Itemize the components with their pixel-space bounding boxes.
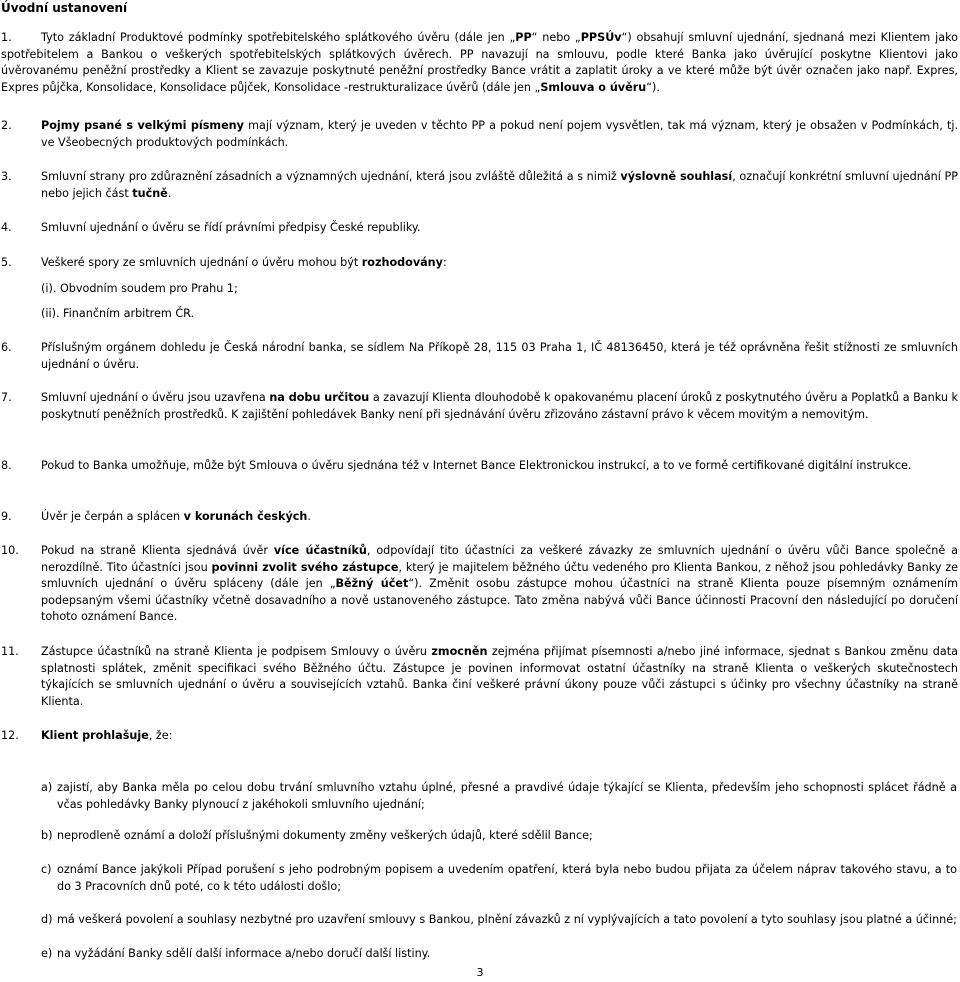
text-run: : — [442, 256, 447, 269]
clause-text — [41, 255, 958, 272]
text-run: , odpovídají tito účastníci za veškeré závazky ze smluvních ujednání o úvěru vůči Bance společně a nerozdílně. Tito účastníci jsou — [41, 544, 958, 574]
clause-text — [41, 220, 958, 237]
clause-text — [41, 169, 958, 202]
bold-text: v korunách českých — [183, 510, 308, 523]
text-run: Úvěr je čerpán a splácen — [41, 510, 184, 523]
clause-12 — [1, 728, 958, 745]
clause-2 — [1, 118, 958, 151]
clause-9 — [1, 509, 958, 526]
declaration-item — [41, 862, 957, 895]
text-run: , označují konkrétní smluvní ujednání PP nebo jejich část — [41, 170, 958, 200]
declaration-item — [41, 912, 957, 929]
bold-text: výslovně souhlasí — [620, 170, 733, 183]
declaration-label: d) — [41, 913, 53, 926]
text-run: Tyto základní Produktové podmínky spotřebitelského splátkového úvěru (dále jen „ — [41, 31, 516, 44]
text-run: Veškeré spory ze smluvních ujednání o úvěru mohou být — [41, 256, 362, 269]
clause-6 — [1, 340, 958, 373]
clause-number: 4. — [1, 221, 12, 234]
clause-7 — [1, 390, 958, 423]
text-run: . — [167, 186, 172, 200]
declaration-text: zajistí, aby Banka měla po celou dobu trvání smluvního vztahu úplné, přesné a pravdivé údaje týkající se Klienta, především jeho schopnosti splácet řádně a včas pohledávky Banky plynoucí z jakéhokoli smluvního ujednání; — [57, 781, 957, 811]
page-number: 3 — [476, 966, 484, 979]
bold-text: PPSÚv — [580, 31, 622, 44]
text-run: . — [307, 510, 311, 523]
clause-option: (ii). Finančním arbitrem ČR. — [41, 307, 195, 320]
bold-text: Běžný účet — [335, 577, 409, 590]
clause-5 — [1, 255, 958, 272]
bold-text: zmocněn — [431, 645, 488, 658]
text-run: Smluvní strany pro zdůraznění zásadních a významných ujednání, která jsou zvláště důležitá a s nimiž — [41, 170, 621, 183]
text-run: mají význam, který je uveden v těchto PP a pokud není pojem vysvětlen, tak má význam, který je obsažen v Podmínkách, tj. ve Všeobecných produktových podmínkách. — [41, 119, 959, 149]
section-heading: Úvodní ustanovení — [1, 1, 128, 15]
text-run: , že: — [148, 729, 173, 742]
clause-number: 10. — [1, 544, 19, 557]
bold-text: tučně — [132, 186, 168, 200]
text-run: Zástupce účastníků na straně Klienta je podpisem Smlouvy o úvěru — [41, 645, 432, 658]
text-run: “) obsahují smluvní ujednání, sjednaná mezi Klientem jako spotřebitelem a Bankou o veškerých spotřebitelských splátkových úvěrech. PP navazují na smlouvu, podle které Banka jako úvěrující poskytne Klientovi jako úvěrovanému peněžní prostředky a Klient se zavazuje poskytnuté peněžní prostředky Bance vrátit a zaplatit úroky a ve které může být úvěr označen jako např. Expres, Expres půjčka, Konsolidace, Konsolidace půjček, Konsolidace -restrukturalizace úvěrů (dále jen „ — [1, 31, 959, 94]
bold-text: na dobu určitou — [269, 391, 370, 404]
clause-text — [41, 728, 958, 745]
clause-number: 12. — [1, 729, 19, 742]
clause-text — [41, 458, 958, 475]
text-run: , který je majitelem běžného účtu vedeného pro Klienta Bankou, z něhož jsou pohledávky Banky ze smluvních ujednání o úvěru spláceny (dále jen „ — [41, 560, 958, 590]
clause-text — [41, 390, 958, 423]
text-run: zejména přijímat písemnosti a/nebo jiné informace, sjednat s Bankou změnu data splatnosti splátek, změnit specifikaci svého Běžného účtu. Zástupce je povinen informovat ostatní účastníky na straně Klienta o veškerých skutečnostech týkajících se smluvních ujednání o úvěru a souvisejících vztahů. Banka činí veškeré právní úkony pouze vůči zástupci s účinky pro všechny účastníky na straně Klienta. — [41, 645, 958, 708]
bold-text: více účastníků — [273, 544, 367, 557]
clause-number: 8. — [1, 459, 12, 472]
clause-number: 2. — [1, 119, 12, 132]
text-run: “ nebo „ — [531, 31, 581, 44]
bold-text: rozhodovány — [361, 256, 443, 269]
text-run: Pokud na straně Klienta sjednává úvěr — [41, 544, 274, 557]
declaration-label: b) — [41, 829, 53, 842]
text-run: a zavazují Klienta dlouhodobě k opakovanému placení úroků z poskytnutého úvěru a Poplatků a Banku k poskytnutí peněžních prostředků. K zajištění pohledávek Banky není při sjednávání úvěru zřizováno zástavní právo k věcem movitým a nemovitým. — [41, 391, 958, 421]
clause-number: 5. — [1, 256, 12, 269]
clause-text — [41, 543, 958, 626]
declaration-label: e) — [41, 947, 53, 960]
declaration-item — [41, 946, 957, 963]
text-run: Příslušným orgánem dohledu je Česká národní banka, se sídlem Na Příkopě 28, 115 03 Praha 1, IČ 48136450, která je též oprávněna řešit stížnosti ze smluvních ujednání o úvěru. — [41, 341, 958, 371]
clause-text — [41, 118, 958, 151]
clause-11 — [1, 644, 958, 710]
clause-text — [41, 644, 958, 710]
clause-1 — [1, 30, 958, 96]
declaration-text: na vyžádání Banky sdělí další informace a/nebo doručí další listiny. — [57, 947, 431, 960]
bold-text: Smlouva o úvěru — [540, 80, 647, 94]
clause-number: 7. — [1, 391, 12, 404]
declaration-item — [41, 780, 957, 813]
clause-number: 1. — [1, 31, 12, 44]
declaration-label: a) — [41, 781, 53, 794]
declaration-text: neprodleně oznámí a doloží příslušnými dokumenty změny veškerých údajů, které sdělil Bance; — [57, 829, 593, 842]
bold-text: PP — [515, 31, 532, 44]
bold-text: Pojmy psané s velkými písmeny — [41, 119, 244, 132]
clause-4 — [1, 220, 958, 237]
clause-8 — [1, 458, 958, 475]
clause-number: 3. — [1, 170, 12, 183]
bold-text: povinni zvolit svého zástupce — [211, 560, 399, 574]
declaration-label: c) — [41, 863, 52, 876]
clause-option: (i). Obvodním soudem pro Prahu 1; — [41, 282, 238, 295]
clause-10 — [1, 543, 958, 626]
clause-text — [1, 30, 958, 96]
text-run: “). — [646, 80, 660, 94]
text-run: “). Změnit osobu zástupce mohou účastníci na straně Klienta pouze písemným oznámením podepsaným všemi účastníky včetně dosavadního a nově ustanoveného zástupce. Tato změna nabývá vůči Bance účinnosti Pracovní den následující po doručení tohoto oznámení Bance. — [41, 577, 959, 623]
clause-text — [41, 509, 958, 526]
clause-number: 11. — [1, 645, 19, 658]
clause-text — [41, 340, 958, 373]
clause-number: 9. — [1, 510, 12, 523]
clause-3 — [1, 169, 958, 202]
text-run: Pokud to Banka umožňuje, může být Smlouva o úvěru sjednána též v Internet Bance Elektronickou instrukcí, a to ve formě certifikované digitální instrukce. — [41, 459, 912, 472]
bold-text: Klient prohlašuje — [41, 729, 149, 742]
declaration-item — [41, 828, 957, 845]
declaration-text: má veškerá povolení a souhlasy nezbytné pro uzavření smlouvy s Bankou, plnění závazků z ní vyplývajících a tato povolení a tyto souhlasy jsou platné a účinné; — [57, 913, 957, 926]
text-run: Smluvní ujednání o úvěru jsou uzavřena — [41, 391, 270, 404]
text-run: Smluvní ujednání o úvěru se řídí právními předpisy České republiky. — [41, 221, 421, 234]
clause-number: 6. — [1, 341, 12, 354]
declaration-text: oznámí Bance jakýkoli Případ porušení s jeho podrobným popisem a uvedením opatření, která byla nebo budou přijata za účelem náprav takového stavu, a to do 3 Pracovních dnů poté, co k této události došlo; — [57, 863, 957, 893]
